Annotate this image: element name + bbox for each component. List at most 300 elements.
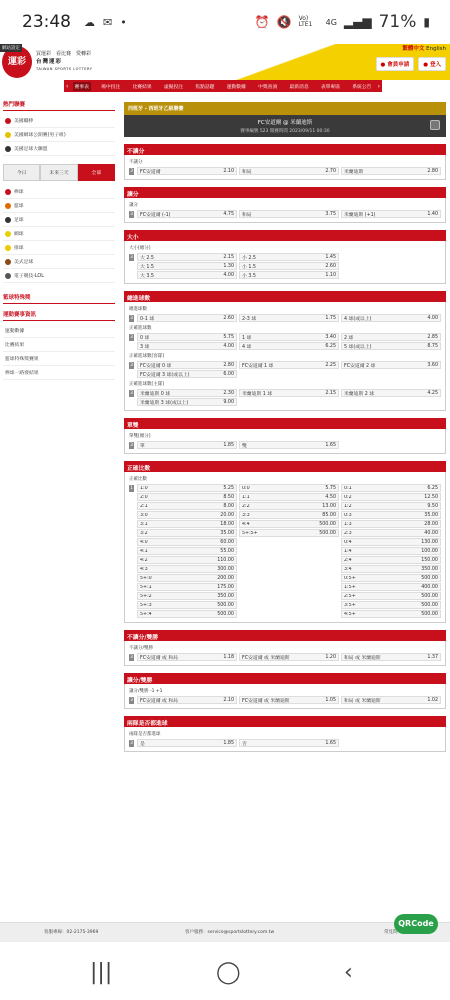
odds-row <box>129 511 441 519</box>
market-title: 讓分/雙勝 <box>124 673 446 684</box>
status-notification-icons <box>84 16 127 29</box>
odds-label: 3:2 <box>140 530 148 536</box>
odds-value: 1.40 <box>427 211 438 217</box>
info-link[interactable]: 運動數據 <box>3 324 115 338</box>
odds-label: 2 球 <box>344 335 354 341</box>
sport-item[interactable] <box>3 241 115 255</box>
odds-row <box>129 739 441 747</box>
odds-row <box>129 314 441 322</box>
odds-cell[interactable] <box>341 556 441 564</box>
info-link[interactable]: 比賽結果 <box>3 338 115 352</box>
odds-cell[interactable] <box>137 601 237 609</box>
odds-cells <box>137 556 441 564</box>
odds-value: 1.30 <box>223 263 234 269</box>
odds-cell[interactable] <box>239 502 339 510</box>
odds-value: 1.65 <box>325 740 336 746</box>
odds-label: 4:1 <box>140 548 148 554</box>
sport-item[interactable] <box>3 185 115 199</box>
odds-cell[interactable] <box>239 389 339 397</box>
odds-cell[interactable] <box>239 653 339 661</box>
odds-cell[interactable] <box>341 574 441 582</box>
odds-cell[interactable] <box>239 529 339 537</box>
market-subtitle: 兩隊是否都進球 <box>129 732 161 737</box>
odds-label: 2:2 <box>242 503 250 509</box>
odds-cell[interactable] <box>341 361 441 369</box>
volte-label: Vo) LTE1 <box>298 15 313 28</box>
odds-cell[interactable] <box>239 739 339 747</box>
odds-label: 0 球 <box>140 335 150 341</box>
nav-item[interactable]: 比賽結果 <box>132 84 152 90</box>
footer <box>0 922 450 942</box>
odds-cells <box>137 696 441 704</box>
odds-row <box>129 253 441 261</box>
odds-cell-empty <box>239 556 339 564</box>
market-title: 不讓分 <box>124 144 446 155</box>
odds-cell[interactable] <box>239 441 339 449</box>
sport-ball-icon <box>5 245 11 251</box>
odds-cell[interactable] <box>137 210 237 218</box>
odds-cell[interactable] <box>341 333 441 341</box>
odds-label: 單 <box>140 443 145 449</box>
odds-label: 0:4 <box>344 539 352 545</box>
odds-label: 3 球 <box>140 344 150 350</box>
odds-cell[interactable] <box>341 520 441 528</box>
odds-label: 3:5+ <box>344 602 356 608</box>
odds-cell-empty <box>239 547 339 555</box>
odds-value: 85.00 <box>322 512 336 518</box>
odds-value: 3.75 <box>325 211 336 217</box>
odds-value: 6.00 <box>223 371 234 377</box>
odds-cell[interactable] <box>341 314 441 322</box>
odds-value: 2.10 <box>223 697 234 703</box>
odds-label: 0:1 <box>344 485 352 491</box>
odds-cells <box>137 314 441 322</box>
footer-faq[interactable]: 常見問 <box>384 930 398 935</box>
market-body <box>124 472 446 623</box>
odds-cells <box>137 441 441 449</box>
odds-cell-empty <box>239 565 339 573</box>
odds-cell[interactable] <box>239 314 339 322</box>
odds-cell-empty <box>239 574 339 582</box>
market-subtitle: 單雙[總分] <box>129 434 151 439</box>
odds-cell[interactable] <box>137 538 237 546</box>
odds-cell[interactable] <box>137 398 237 406</box>
back-icon[interactable]: ‹ <box>344 960 353 985</box>
odds-cell[interactable] <box>341 389 441 397</box>
odds-value: 400.00 <box>421 584 438 590</box>
odds-value: 5.75 <box>325 485 336 491</box>
odds-row <box>129 592 441 600</box>
row-index: 3 <box>130 654 133 660</box>
odds-label: 米蘭迪斯 1 球 <box>242 391 273 397</box>
odds-cell[interactable] <box>137 484 237 492</box>
odds-cell[interactable] <box>341 592 441 600</box>
status-bar <box>0 0 450 44</box>
league-ball-icon <box>5 118 11 124</box>
odds-label: 雙 <box>242 443 247 449</box>
qrcode-button[interactable]: QRCode <box>394 914 438 934</box>
odds-cell[interactable] <box>239 342 339 350</box>
nav-item[interactable]: 虛擬投注 <box>163 84 184 90</box>
footer-email[interactable]: 客戶服務：service@sportslottery.com.tw <box>185 930 275 935</box>
logo[interactable]: 運彩 <box>2 46 32 78</box>
odds-cell[interactable] <box>137 610 237 618</box>
odds-cells <box>137 610 441 618</box>
odds-value: 1.85 <box>223 740 234 746</box>
odds-value: 55.00 <box>220 548 234 554</box>
login-button[interactable]: ● 登入 <box>418 57 446 71</box>
odds-label: FC安道爾 或 和局 <box>140 655 178 661</box>
market-subtitle: 正確進球數[主隊] <box>129 382 165 387</box>
odds-cell[interactable] <box>137 547 237 555</box>
odds-value: 4.00 <box>223 343 234 349</box>
odds-cell[interactable] <box>137 314 237 322</box>
odds-label: 1:4 <box>344 548 352 554</box>
odds-cell[interactable] <box>239 210 339 218</box>
battery-percent: 71% <box>378 12 417 32</box>
odds-value: 2.70 <box>325 168 336 174</box>
odds-row <box>129 538 441 546</box>
markets <box>124 144 446 752</box>
odds-cell-empty <box>341 253 441 261</box>
match-teams: FC安道爾 @ 米蘭迪斯 <box>257 120 313 126</box>
odds-cells <box>137 389 441 397</box>
odds-label: FC安道爾 <box>140 169 161 175</box>
sport-ball-icon <box>5 231 11 237</box>
odds-cell[interactable] <box>137 333 237 341</box>
sport-item[interactable] <box>3 255 115 269</box>
odds-label: FC安道爾 或 和局 <box>140 698 178 704</box>
info-list <box>3 324 115 380</box>
sport-item[interactable] <box>3 199 115 213</box>
member-signup-button[interactable]: ● 會員申請 <box>376 57 415 71</box>
odds-row <box>129 370 441 378</box>
odds-cell[interactable] <box>239 511 339 519</box>
odds-value: 300.00 <box>217 566 234 572</box>
odds-cell[interactable] <box>239 696 339 704</box>
hot-leagues-list <box>3 114 115 156</box>
hot-league-label: 美國足球大聯盟 <box>14 147 48 152</box>
match-toggle[interactable] <box>430 120 440 130</box>
odds-cell[interactable] <box>341 167 441 175</box>
odds-value: 1.02 <box>427 697 438 703</box>
dot-icon: • <box>120 16 127 29</box>
odds-cell[interactable] <box>341 601 441 609</box>
odds-cell[interactable] <box>341 529 441 537</box>
odds-value: 175.00 <box>217 584 234 590</box>
nav-items <box>68 82 377 91</box>
odds-cell[interactable] <box>239 167 339 175</box>
odds-value: 28.00 <box>424 521 438 527</box>
odds-cell[interactable] <box>137 653 237 661</box>
odds-value: 6.25 <box>325 343 336 349</box>
nav-item[interactable]: 賽事表 <box>73 82 91 91</box>
odds-value: 150.00 <box>421 557 438 563</box>
odds-cell-empty <box>239 370 339 378</box>
date-tab[interactable]: 今日 <box>3 164 40 181</box>
odds-label: 否 <box>242 741 247 747</box>
odds-cell[interactable] <box>137 389 237 397</box>
nav-item[interactable]: 運動數據 <box>226 84 246 90</box>
odds-cell[interactable] <box>239 271 339 279</box>
odds-value: 13.00 <box>322 503 336 509</box>
nav-item[interactable]: 中獎查詢 <box>258 84 278 90</box>
odds-cell-empty <box>341 739 441 747</box>
site-settings-badge[interactable]: 網站設定 <box>2 46 20 51</box>
market-body <box>124 155 446 180</box>
nav-item[interactable]: 焦點話題 <box>195 84 215 90</box>
odds-label: 和局 <box>242 169 252 175</box>
recent-apps-icon[interactable]: ||| <box>90 960 113 985</box>
odds-value: 4.75 <box>223 211 234 217</box>
odds-row <box>129 502 441 510</box>
odds-value: 35.00 <box>220 530 234 536</box>
site-header <box>0 44 450 80</box>
odds-value: 350.00 <box>421 566 438 572</box>
odds-cell[interactable] <box>137 511 237 519</box>
odds-value: 1.65 <box>325 442 336 448</box>
odds-label: FC安道爾 2 球 <box>344 363 376 369</box>
sport-item[interactable] <box>3 213 115 227</box>
odds-label: 2:0 <box>140 494 148 500</box>
odds-row <box>129 547 441 555</box>
odds-cell[interactable] <box>137 520 237 528</box>
odds-cell[interactable] <box>341 610 441 618</box>
odds-cell[interactable] <box>137 565 237 573</box>
odds-value: 8.50 <box>223 494 234 500</box>
sport-label: 籃球 <box>14 204 24 209</box>
odds-label: 4 球 <box>242 344 252 350</box>
odds-value: 3.60 <box>427 362 438 368</box>
main-nav <box>64 80 382 92</box>
odds-value: 8.75 <box>427 343 438 349</box>
sport-label: 美式足球 <box>14 260 34 265</box>
odds-label: 4:5+ <box>344 611 356 617</box>
market-subtitle: 不讓分/雙勝 <box>129 646 154 651</box>
odds-cell[interactable] <box>341 653 441 661</box>
odds-cell[interactable] <box>341 484 441 492</box>
odds-row <box>129 398 441 406</box>
odds-cell[interactable] <box>137 253 237 261</box>
odds-value: 8.00 <box>223 503 234 509</box>
odds-cell[interactable] <box>137 342 237 350</box>
odds-cells <box>137 484 441 492</box>
battery-icon: ▮ <box>423 15 430 29</box>
odds-cell[interactable] <box>341 493 441 501</box>
row-index: 3 <box>130 442 133 448</box>
info-link[interactable]: 棒球一路發結果 <box>3 366 115 380</box>
market-subtitle: 讓分 <box>129 203 138 208</box>
odds-label: 和局 <box>242 212 252 218</box>
odds-cell[interactable] <box>137 167 237 175</box>
odds-cell[interactable] <box>239 484 339 492</box>
odds-cell-empty <box>341 271 441 279</box>
odds-cell[interactable] <box>137 592 237 600</box>
odds-value: 500.00 <box>421 611 438 617</box>
odds-label: FC安道爾 (-1) <box>140 212 171 218</box>
nav-prev-arrow[interactable]: ‹ <box>66 82 69 90</box>
alarm-icon: ⏰ <box>254 15 270 29</box>
odds-row <box>129 210 441 218</box>
odds-label: 大 3.5 <box>140 273 154 279</box>
odds-cell[interactable] <box>137 502 237 510</box>
odds-cell[interactable] <box>341 696 441 704</box>
odds-cells <box>137 493 441 501</box>
odds-label: 5+:4 <box>140 611 152 617</box>
odds-row <box>129 529 441 537</box>
market-body <box>124 302 446 411</box>
odds-cell[interactable] <box>137 583 237 591</box>
sport-item[interactable] <box>3 227 115 241</box>
odds-label: 4 球(或以上) <box>344 316 372 322</box>
odds-row <box>129 333 441 341</box>
odds-label: 小 3.5 <box>242 273 256 279</box>
odds-row <box>129 696 441 704</box>
market-section <box>124 187 446 223</box>
odds-label: 1:1 <box>242 494 250 500</box>
market-subtitle: 正確進球數 <box>129 326 152 331</box>
hot-league-item[interactable] <box>3 142 115 156</box>
odds-cell[interactable] <box>341 210 441 218</box>
odds-value: 20.00 <box>220 512 234 518</box>
odds-cell[interactable] <box>137 696 237 704</box>
odds-cell-empty <box>341 398 441 406</box>
cloud-icon: ☁ <box>84 16 95 29</box>
info-title: 運動賽事資訊 <box>3 308 115 321</box>
odds-cell[interactable] <box>137 529 237 537</box>
odds-cell[interactable] <box>137 262 237 270</box>
odds-cell[interactable] <box>341 502 441 510</box>
nav-next-arrow[interactable]: › <box>377 82 380 90</box>
market-subtitle: 讓分/雙勝 -1 +1 <box>129 689 163 694</box>
lang-english[interactable]: English <box>426 46 446 52</box>
odds-value: 60.00 <box>220 539 234 545</box>
odds-value: 500.00 <box>217 611 234 617</box>
odds-cell[interactable] <box>137 556 237 564</box>
row-index: 3 <box>130 390 133 396</box>
odds-row <box>129 574 441 582</box>
odds-cell[interactable] <box>341 538 441 546</box>
odds-row <box>129 610 441 618</box>
brand-slogan: 買運彩 看比賽 愛轉彩 <box>36 51 92 57</box>
market-body <box>124 429 446 454</box>
odds-value: 1.85 <box>223 442 234 448</box>
odds-label: 1:5+ <box>344 584 356 590</box>
odds-cell[interactable] <box>341 583 441 591</box>
odds-value: 500.00 <box>421 593 438 599</box>
odds-label: 3:4 <box>344 566 352 572</box>
league-ball-icon <box>5 146 11 152</box>
odds-cell-empty <box>239 583 339 591</box>
odds-value: 110.00 <box>217 557 234 563</box>
odds-cell[interactable] <box>137 361 237 369</box>
match-header <box>124 115 446 137</box>
odds-value: 1.05 <box>325 697 336 703</box>
odds-value: 2.85 <box>427 334 438 340</box>
odds-cell[interactable] <box>341 511 441 519</box>
odds-label: 0:5+ <box>344 575 356 581</box>
odds-value: 500.00 <box>319 521 336 527</box>
brand-name: 台灣運彩 <box>36 59 63 65</box>
odds-cell[interactable] <box>341 547 441 555</box>
market-subtitle: 大小[總分] <box>129 246 151 251</box>
odds-value: 2.10 <box>223 168 234 174</box>
hot-leagues-title: 熱門聯賽 <box>3 98 115 111</box>
odds-label: 5+:2 <box>140 593 152 599</box>
odds-value: 2.80 <box>223 362 234 368</box>
market-section <box>124 144 446 180</box>
odds-cell[interactable] <box>239 253 339 261</box>
market-section <box>124 673 446 709</box>
odds-cell[interactable] <box>137 493 237 501</box>
nav-item[interactable]: 表單專區 <box>320 84 341 90</box>
status-time: 23:48 <box>22 12 71 32</box>
odds-cell[interactable] <box>239 333 339 341</box>
row-index: 1 <box>130 485 133 491</box>
market-body <box>124 727 446 752</box>
odds-row <box>129 653 441 661</box>
odds-cell[interactable] <box>239 493 339 501</box>
language-switch <box>402 44 446 52</box>
odds-cell[interactable] <box>341 565 441 573</box>
odds-label: 1 球 <box>242 335 252 341</box>
date-tab[interactable]: 未來三天 <box>40 164 77 181</box>
odds-cell[interactable] <box>137 739 237 747</box>
odds-cell-empty <box>239 538 339 546</box>
nav-item[interactable]: 場中投注 <box>101 84 121 90</box>
odds-label: FC安道爾 或 米蘭迪斯 <box>242 698 290 704</box>
odds-value: 2.15 <box>325 390 336 396</box>
odds-cell[interactable] <box>137 370 237 378</box>
hot-league-item[interactable] <box>3 128 115 142</box>
nav-item[interactable]: 最新消息 <box>289 84 309 90</box>
lang-traditional-chinese[interactable]: 繁體中文 <box>402 46 425 52</box>
sport-item[interactable] <box>3 269 115 283</box>
odds-value: 500.00 <box>421 575 438 581</box>
odds-label: 米蘭迪斯 2 球 <box>344 391 375 397</box>
odds-label: 大 2.5 <box>140 255 154 261</box>
odds-cell[interactable] <box>137 574 237 582</box>
odds-row <box>129 262 441 270</box>
odds-cell[interactable] <box>239 361 339 369</box>
odds-value: 5.25 <box>223 485 234 491</box>
hot-league-item[interactable] <box>3 114 115 128</box>
home-icon[interactable]: ◯ <box>216 960 241 985</box>
odds-cell[interactable] <box>239 520 339 528</box>
date-tab[interactable]: 全部 <box>78 164 115 181</box>
odds-label: 米蘭迪斯 3 球(或以上) <box>140 400 189 406</box>
odds-cell[interactable] <box>137 271 237 279</box>
special-title[interactable]: 籃球特殊獎 <box>3 291 115 304</box>
odds-cell[interactable] <box>341 342 441 350</box>
odds-label: 1:0 <box>140 485 148 491</box>
odds-cell[interactable] <box>239 262 339 270</box>
odds-row <box>129 601 441 609</box>
sports-list <box>3 185 115 283</box>
sport-ball-icon <box>5 217 11 223</box>
message-icon: ✉ <box>103 16 113 29</box>
sport-label: 電子競技-LOL <box>14 274 44 279</box>
info-link[interactable]: 籃球特殊獎賽果 <box>3 352 115 366</box>
odds-value: 4.00 <box>223 272 234 278</box>
odds-cells <box>137 547 441 555</box>
odds-value: 40.00 <box>424 530 438 536</box>
nav-item[interactable]: 系統公告 <box>352 84 372 90</box>
odds-cell-empty <box>341 262 441 270</box>
odds-cells <box>137 520 441 528</box>
odds-cell[interactable] <box>137 441 237 449</box>
odds-label: 4:4 <box>242 521 250 527</box>
